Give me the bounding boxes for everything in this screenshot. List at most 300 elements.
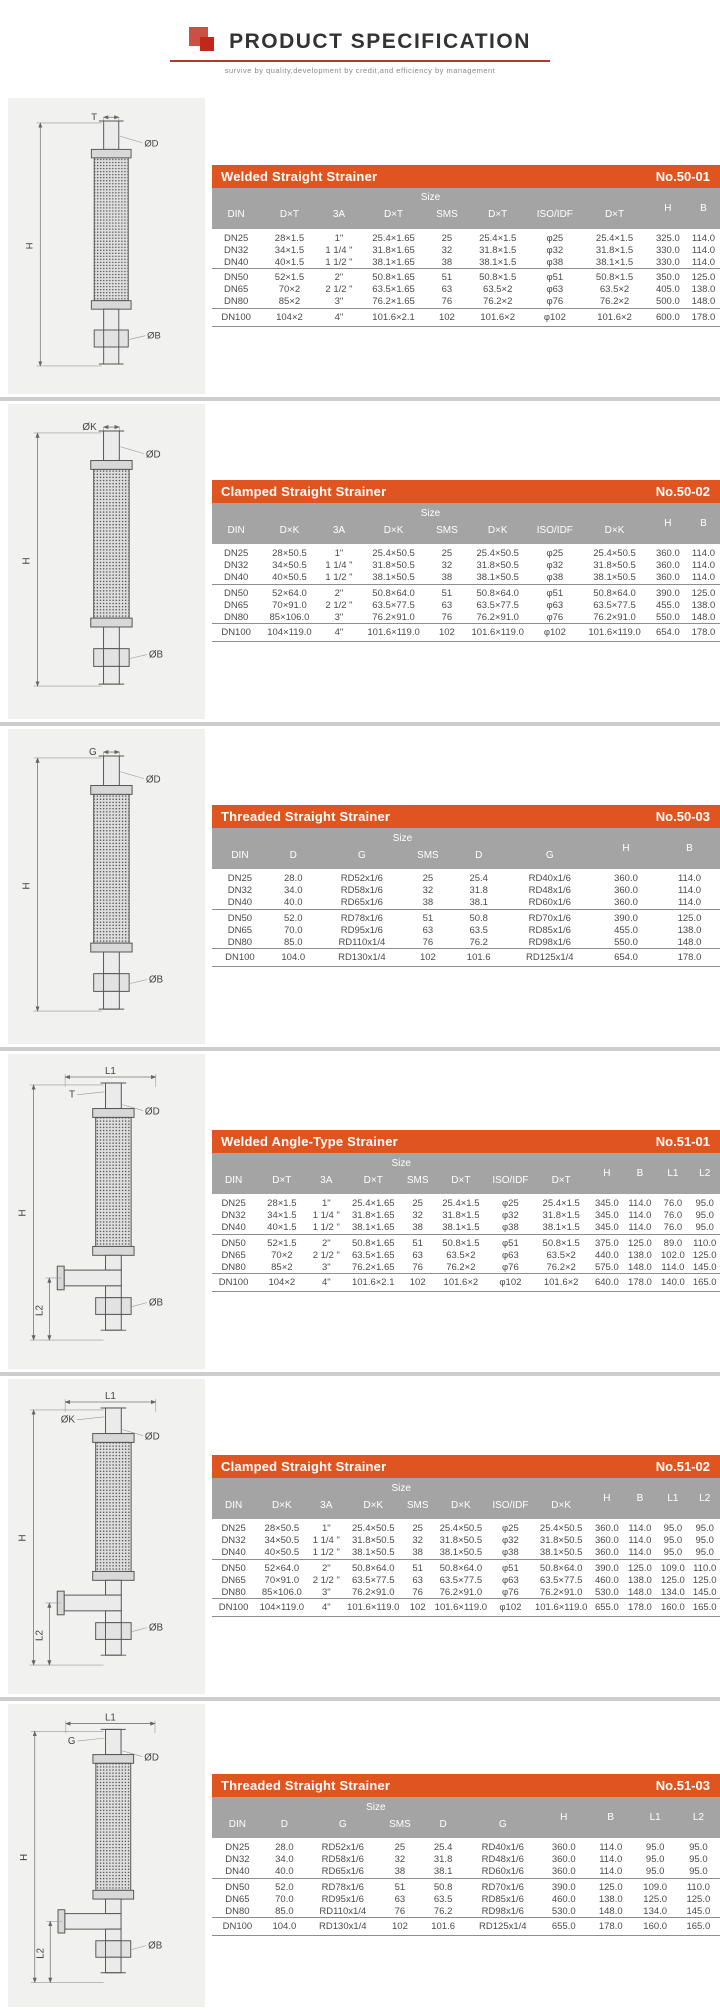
spec-cell: 63.5×1.65: [372, 284, 415, 296]
column-header: SMS: [428, 205, 466, 229]
spec-cell: 63.5×1.65: [351, 1249, 395, 1261]
section-number: No.50-02: [655, 484, 710, 499]
spec-row: [212, 296, 720, 309]
column-header: D×T: [580, 205, 649, 229]
spec-cell: 38.1×50.5: [539, 1547, 583, 1558]
spec-cell: DN25: [223, 232, 249, 244]
spec-cell: 3": [334, 611, 344, 623]
spec-table: [212, 1153, 720, 1292]
spec-cell: 125.0: [692, 1574, 717, 1586]
column-header: L2: [689, 1478, 720, 1519]
spec-cell: 125.0: [687, 269, 720, 284]
spec-cell: 345.0: [594, 1210, 619, 1221]
spec-cell: DN80: [223, 296, 249, 308]
spec-cell: DN32: [223, 244, 249, 256]
size-group-header: Size: [212, 1478, 590, 1495]
spec-cell: 38.1×1.5: [595, 256, 634, 268]
spec-cell: RD40x1/6: [481, 1842, 524, 1853]
dim-label-bottom: ØB: [148, 1940, 163, 1952]
column-header: SMS: [405, 845, 451, 869]
spec-cell: 31.8×1.5: [442, 1210, 480, 1221]
spec-cell: φ63: [546, 599, 564, 611]
technical-drawing-pane: [8, 1054, 205, 1369]
spec-cell: 550.0: [614, 936, 638, 948]
spec-cell: 76.2×1.65: [372, 296, 415, 308]
spec-cell: 104×119.0: [255, 1599, 308, 1617]
dim-label-top: ØK: [60, 1414, 75, 1426]
spec-cell: 114.0: [691, 256, 715, 268]
spec-cell: RD95x1/6: [340, 924, 383, 936]
dim-label-diameter: ØD: [145, 449, 161, 461]
spec-cell: 25: [441, 548, 453, 559]
page-title: PRODUCT SPECIFICATION: [229, 29, 531, 53]
spec-cell: 95.0: [645, 1854, 665, 1865]
spec-table-pane: [212, 805, 720, 967]
spec-cell: 95.0: [695, 1547, 714, 1558]
spec-cell: 114.0: [691, 548, 715, 559]
spec-row: [212, 1210, 720, 1222]
spec-cell: 1 1/4 ": [312, 1535, 340, 1546]
spec-cell: DN100: [212, 949, 268, 967]
section-number: No.51-01: [655, 1134, 710, 1149]
spec-cell: DN100: [212, 1918, 263, 1936]
page-header: [0, 0, 720, 95]
spec-cell: DN50: [212, 1559, 255, 1574]
column-header: D×T: [359, 205, 428, 229]
column-header: D×T: [260, 205, 318, 229]
dim-label-l2: L2: [35, 1947, 47, 1959]
column-header: 3A: [319, 205, 360, 229]
spec-cell: RD58x1/6: [340, 885, 383, 896]
column-header: D×K: [260, 520, 318, 544]
spec-cell: 330.0: [655, 256, 680, 268]
dim-label-diameter: ØD: [144, 1106, 160, 1118]
spec-cell: RD58x1/6: [321, 1854, 364, 1865]
spec-table-pane: [212, 1774, 720, 1936]
spec-cell: DN65: [221, 1574, 246, 1586]
spec-cell: 51: [428, 584, 466, 599]
section-number: No.51-03: [655, 1778, 710, 1793]
spec-cell: RD85x1/6: [528, 924, 571, 936]
spec-cell: 34×50.5: [272, 560, 307, 571]
spec-cell: φ102: [529, 624, 580, 642]
spec-cell: 138.0: [691, 599, 716, 611]
spec-cell: 2 1/2 ": [325, 599, 353, 611]
column-header: SMS: [402, 1495, 432, 1519]
spec-cell: 145.0: [692, 1586, 717, 1598]
spec-row: [212, 1249, 720, 1261]
spec-cell: φ25: [502, 1523, 519, 1534]
spec-cell: 2 1/2 ": [312, 1574, 340, 1586]
spec-cell: 4": [309, 1599, 345, 1617]
spec-cell: 178.0: [623, 1274, 656, 1292]
column-header: ISO/IDF: [489, 1170, 532, 1194]
spec-cell: 63.5: [469, 924, 488, 936]
spec-cell: 138.0: [691, 284, 716, 296]
spec-cell: φ51: [529, 584, 580, 599]
spec-cell: 63: [422, 924, 434, 936]
column-header: H: [649, 503, 687, 544]
spec-cell: 85×106.0: [261, 1586, 302, 1598]
column-header: D×K: [433, 1495, 489, 1519]
spec-cell: 76: [412, 1261, 423, 1273]
section-title: Clamped Straight Strainer: [221, 1459, 387, 1474]
spec-cell: 1 1/2 ": [325, 256, 353, 268]
spec-cell: 101.6×2.1: [344, 1274, 402, 1292]
spec-cell: DN65: [221, 1249, 246, 1261]
column-header: B: [623, 1478, 656, 1519]
spec-cell: 345.0: [594, 1222, 619, 1233]
spec-cell: φ32: [502, 1210, 519, 1221]
spec-cell: φ76: [546, 611, 564, 623]
technical-drawing-pane: [8, 1379, 205, 1694]
spec-cell: 25: [422, 873, 434, 884]
spec-cell: 32: [441, 244, 453, 256]
spec-cell: 52×64.0: [260, 584, 318, 599]
spec-cell: 70×2: [278, 284, 301, 296]
spec-cell: DN32: [221, 1210, 246, 1221]
spec-cell: 104×119.0: [260, 624, 318, 642]
spec-cell: 40×1.5: [267, 1222, 297, 1233]
spec-cell: 38: [412, 1547, 423, 1558]
column-header: D×K: [532, 1495, 590, 1519]
spec-cell: 345.0: [594, 1198, 619, 1209]
dim-label-height: H: [18, 1853, 30, 1861]
spec-cell: 85×2: [278, 296, 301, 308]
spec-cell: 63.5×77.5: [439, 1574, 483, 1586]
column-header: G: [507, 845, 593, 869]
column-header: L2: [677, 1797, 720, 1838]
column-header: D×K: [466, 520, 530, 544]
spec-cell: 114.0: [628, 1198, 652, 1209]
spec-cell: 101.6×2: [433, 1274, 489, 1292]
spec-cell: 114.0: [661, 1261, 685, 1273]
column-header: ISO/IDF: [489, 1495, 532, 1519]
spec-cell: DN25: [225, 1842, 250, 1853]
dim-label-l1: L1: [104, 1712, 116, 1724]
spec-cell: φ102: [529, 308, 580, 326]
spec-cell: 455.0: [655, 599, 680, 611]
spec-cell: 70×91.0: [264, 1574, 300, 1586]
spec-cell: 28×1.5: [274, 232, 305, 244]
spec-cell: 25.4×1.5: [595, 232, 634, 244]
spec-cell: 28.0: [275, 1842, 294, 1853]
spec-cell: 52×1.5: [260, 269, 318, 284]
spec-cell: 25.4×50.5: [351, 1523, 395, 1534]
strainer-drawing-angle: [8, 1388, 205, 1684]
spec-cell: 4": [309, 1274, 345, 1292]
spec-cell: DN65: [227, 924, 253, 936]
spec-cell: 114.0: [628, 1222, 652, 1233]
spec-cell: DN50: [212, 1878, 263, 1893]
product-section: [0, 1372, 720, 1697]
spec-cell: 114.0: [677, 885, 702, 896]
section-title-bar: [212, 165, 720, 188]
spec-cell: 25: [412, 1198, 423, 1209]
column-header: D×K: [255, 1495, 308, 1519]
spec-cell: 148.0: [628, 1261, 652, 1273]
spec-cell: 102: [402, 1274, 432, 1292]
column-header: G: [319, 845, 405, 869]
spec-row: [212, 1547, 720, 1560]
spec-cell: DN80: [223, 611, 249, 623]
spec-cell: 28.0: [284, 873, 303, 884]
spec-cell: 104.0: [263, 1918, 306, 1936]
spec-cell: φ51: [489, 1234, 532, 1249]
spec-cell: 440.0: [594, 1249, 619, 1261]
spec-row: [212, 544, 720, 560]
column-header: DIN: [212, 1495, 255, 1519]
spec-cell: 360.0: [594, 1523, 619, 1534]
column-header: D: [420, 1814, 466, 1838]
column-header: D×T: [255, 1170, 308, 1194]
column-header: DIN: [212, 205, 260, 229]
spec-row: [212, 599, 720, 611]
spec-cell: 25.4×1.5: [442, 1198, 480, 1209]
spec-cell: 95.0: [645, 1866, 665, 1877]
column-header: L1: [656, 1478, 689, 1519]
spec-cell: 1": [321, 1523, 331, 1534]
column-header: D×T: [466, 205, 530, 229]
spec-cell: 360.0: [655, 548, 680, 559]
dim-label-l1: L1: [104, 1066, 116, 1078]
spec-cell: 95.0: [689, 1866, 708, 1877]
section-title-bar: [212, 1130, 720, 1153]
spec-cell: 28×50.5: [272, 548, 307, 559]
spec-cell: 102.0: [661, 1249, 685, 1261]
spec-cell: 114.0: [691, 572, 715, 583]
spec-cell: 63.5×77.5: [539, 1574, 583, 1586]
spec-cell: 110.0: [677, 1878, 720, 1893]
spec-cell: 31.8×50.5: [593, 560, 636, 571]
spec-cell: 600.0: [649, 308, 687, 326]
dim-label-diameter: ØD: [144, 1751, 159, 1763]
section-title: Clamped Straight Strainer: [221, 484, 387, 499]
column-header: L1: [656, 1153, 689, 1194]
spec-cell: 102: [428, 624, 466, 642]
spec-cell: 63: [412, 1574, 423, 1586]
spec-cell: 4": [319, 624, 360, 642]
spec-cell: 102: [380, 1918, 421, 1936]
spec-cell: 38.1×50.5: [351, 1547, 395, 1558]
spec-cell: φ38: [502, 1547, 519, 1558]
spec-cell: 38.1×1.65: [351, 1222, 395, 1233]
spec-cell: 95.0: [695, 1222, 714, 1233]
column-header: DIN: [212, 1814, 263, 1838]
column-header: B: [687, 188, 720, 229]
spec-cell: 63.5×2: [599, 284, 630, 296]
spec-cell: 31.8×1.5: [479, 244, 517, 256]
spec-cell: 38: [394, 1866, 406, 1877]
spec-cell: 76.2: [469, 936, 488, 948]
column-header: G: [306, 1814, 380, 1838]
spec-cell: 104×2: [255, 1274, 308, 1292]
spec-cell: 76: [441, 296, 453, 308]
spec-row: [212, 611, 720, 624]
spec-table: [212, 828, 720, 967]
column-header: 3A: [309, 1495, 345, 1519]
spec-cell: 2": [309, 1559, 345, 1574]
spec-cell: 114.0: [628, 1535, 652, 1546]
dim-label-diameter: ØD: [144, 1431, 160, 1443]
spec-cell: 50.8×1.5: [466, 269, 530, 284]
spec-cell: RD95x1/6: [321, 1893, 364, 1905]
spec-cell: 85×106.0: [269, 611, 310, 623]
spec-cell: φ76: [502, 1586, 519, 1598]
spec-cell: 25.4×1.5: [542, 1198, 580, 1209]
column-header: ISO/IDF: [529, 205, 580, 229]
spec-cell: 2 1/2 ": [312, 1249, 340, 1261]
spec-cell: 148.0: [598, 1905, 623, 1917]
section-title: Welded Angle-Type Strainer: [221, 1134, 398, 1149]
column-header: SMS: [380, 1814, 421, 1838]
spec-cell: 114.0: [628, 1210, 652, 1221]
dim-label-top: ØK: [82, 421, 97, 433]
spec-cell: 25: [412, 1523, 423, 1534]
spec-cell: 104×2: [260, 308, 318, 326]
spec-cell: 654.0: [593, 949, 659, 967]
spec-cell: 50.8×1.5: [532, 1234, 590, 1249]
spec-cell: 76.2×91.0: [439, 1586, 483, 1598]
spec-cell: 101.6×119.0: [433, 1599, 489, 1617]
spec-cell: 134.0: [643, 1905, 668, 1917]
product-section: [0, 722, 720, 1047]
spec-cell: 125.0: [643, 1893, 668, 1905]
spec-cell: 76.2×91.0: [593, 611, 636, 623]
spec-cell: RD78x1/6: [306, 1878, 380, 1893]
spec-row: [212, 1234, 720, 1249]
spec-cell: 95.0: [663, 1523, 683, 1534]
spec-cell: 51: [405, 909, 451, 924]
spec-cell: 51: [380, 1878, 421, 1893]
spec-cell: φ63: [502, 1574, 519, 1586]
spec-cell: 38.1×1.5: [442, 1222, 480, 1233]
spec-cell: 50.8×64.0: [580, 584, 649, 599]
dim-label-bottom: ØB: [148, 1622, 164, 1634]
spec-cell: 655.0: [590, 1599, 623, 1617]
spec-cell: 530.0: [551, 1905, 576, 1917]
spec-cell: 25.4: [433, 1842, 453, 1853]
spec-cell: 110.0: [689, 1234, 720, 1249]
spec-cell: 50.8: [451, 909, 507, 924]
spec-cell: 178.0: [623, 1599, 656, 1617]
spec-cell: 50.8×1.65: [344, 1234, 402, 1249]
column-header: D×T: [433, 1170, 489, 1194]
spec-cell: 63.5×77.5: [476, 599, 519, 611]
spec-cell: 350.0: [649, 269, 687, 284]
column-header: B: [623, 1153, 656, 1194]
spec-cell: 1 1/4 ": [325, 244, 353, 256]
spec-row: [212, 949, 720, 967]
spec-cell: 76.2×91.0: [372, 611, 415, 623]
spec-cell: 360.0: [594, 1547, 619, 1558]
spec-row: [212, 1559, 720, 1574]
column-header: H: [590, 1153, 623, 1194]
spec-cell: 145.0: [686, 1905, 711, 1917]
spec-cell: 360.0: [594, 1535, 619, 1546]
spec-cell: RD52x1/6: [321, 1842, 364, 1853]
spec-cell: 51: [428, 269, 466, 284]
spec-row: [212, 1194, 720, 1210]
spec-cell: 76.2×2: [599, 296, 630, 308]
spec-cell: 63: [441, 284, 453, 296]
product-section: [0, 95, 720, 397]
column-header: D: [451, 845, 507, 869]
spec-cell: 25: [441, 232, 453, 244]
spec-cell: 25.4×50.5: [593, 548, 636, 559]
column-header: D×T: [532, 1170, 590, 1194]
spec-cell: φ63: [546, 284, 564, 296]
spec-row: [212, 256, 720, 269]
dim-label-height: H: [17, 1209, 29, 1217]
spec-cell: 360.0: [614, 873, 638, 884]
spec-cell: 31.8×50.5: [476, 560, 519, 571]
strainer-drawing-straight: [8, 738, 205, 1034]
spec-cell: 95.0: [695, 1210, 714, 1221]
spec-cell: DN65: [225, 1893, 250, 1905]
column-header: D×K: [344, 1495, 402, 1519]
spec-cell: 50.8×1.65: [359, 269, 428, 284]
spec-cell: DN25: [223, 548, 249, 559]
spec-row: [212, 229, 720, 245]
spec-cell: DN25: [227, 873, 253, 884]
spec-cell: 32: [441, 560, 453, 571]
spec-cell: 76: [441, 611, 453, 623]
spec-cell: 101.6×2.1: [359, 308, 428, 326]
column-header: 3A: [319, 520, 360, 544]
spec-cell: 52×64.0: [255, 1559, 308, 1574]
product-section: [0, 397, 720, 722]
spec-cell: DN50: [212, 1234, 255, 1249]
spec-row: [212, 1535, 720, 1547]
spec-cell: DN32: [225, 1854, 250, 1865]
spec-cell: 2 1/2 ": [325, 284, 353, 296]
size-group-header: Size: [212, 828, 593, 845]
dim-label-l1: L1: [104, 1391, 116, 1403]
spec-cell: 50.8×1.5: [433, 1234, 489, 1249]
column-header: D×T: [344, 1170, 402, 1194]
spec-cell: 654.0: [649, 624, 687, 642]
spec-cell: 40×50.5: [272, 572, 307, 583]
spec-cell: φ51: [529, 269, 580, 284]
dim-label-top: T: [91, 111, 98, 123]
spec-cell: 63: [412, 1249, 423, 1261]
spec-cell: 125.0: [623, 1234, 656, 1249]
spec-cell: 76.0: [663, 1198, 683, 1209]
spec-cell: DN100: [212, 624, 260, 642]
spec-cell: 640.0: [590, 1274, 623, 1292]
spec-cell: 63.5×2: [546, 1249, 576, 1261]
spec-cell: 102: [405, 949, 451, 967]
spec-cell: DN40: [227, 897, 253, 908]
column-header: B: [588, 1797, 634, 1838]
technical-drawing-pane: [8, 98, 205, 394]
spec-cell: 50.8×64.0: [433, 1559, 489, 1574]
spec-cell: 95.0: [663, 1547, 683, 1558]
spec-cell: DN32: [221, 1535, 246, 1546]
spec-cell: 575.0: [594, 1261, 619, 1273]
page-tagline: survive by quality,development by credit,and efficiency by management: [224, 65, 496, 75]
size-group-header: Size: [212, 503, 649, 520]
column-header: SMS: [402, 1170, 432, 1194]
column-header: L1: [634, 1797, 677, 1838]
spec-cell: φ38: [546, 572, 564, 583]
strainer-drawing-straight: [8, 413, 205, 709]
spec-cell: 530.0: [594, 1586, 619, 1598]
section-title: Threaded Straight Strainer: [221, 809, 391, 824]
spec-cell: 101.6×2: [532, 1274, 590, 1292]
spec-cell: 455.0: [614, 924, 638, 936]
